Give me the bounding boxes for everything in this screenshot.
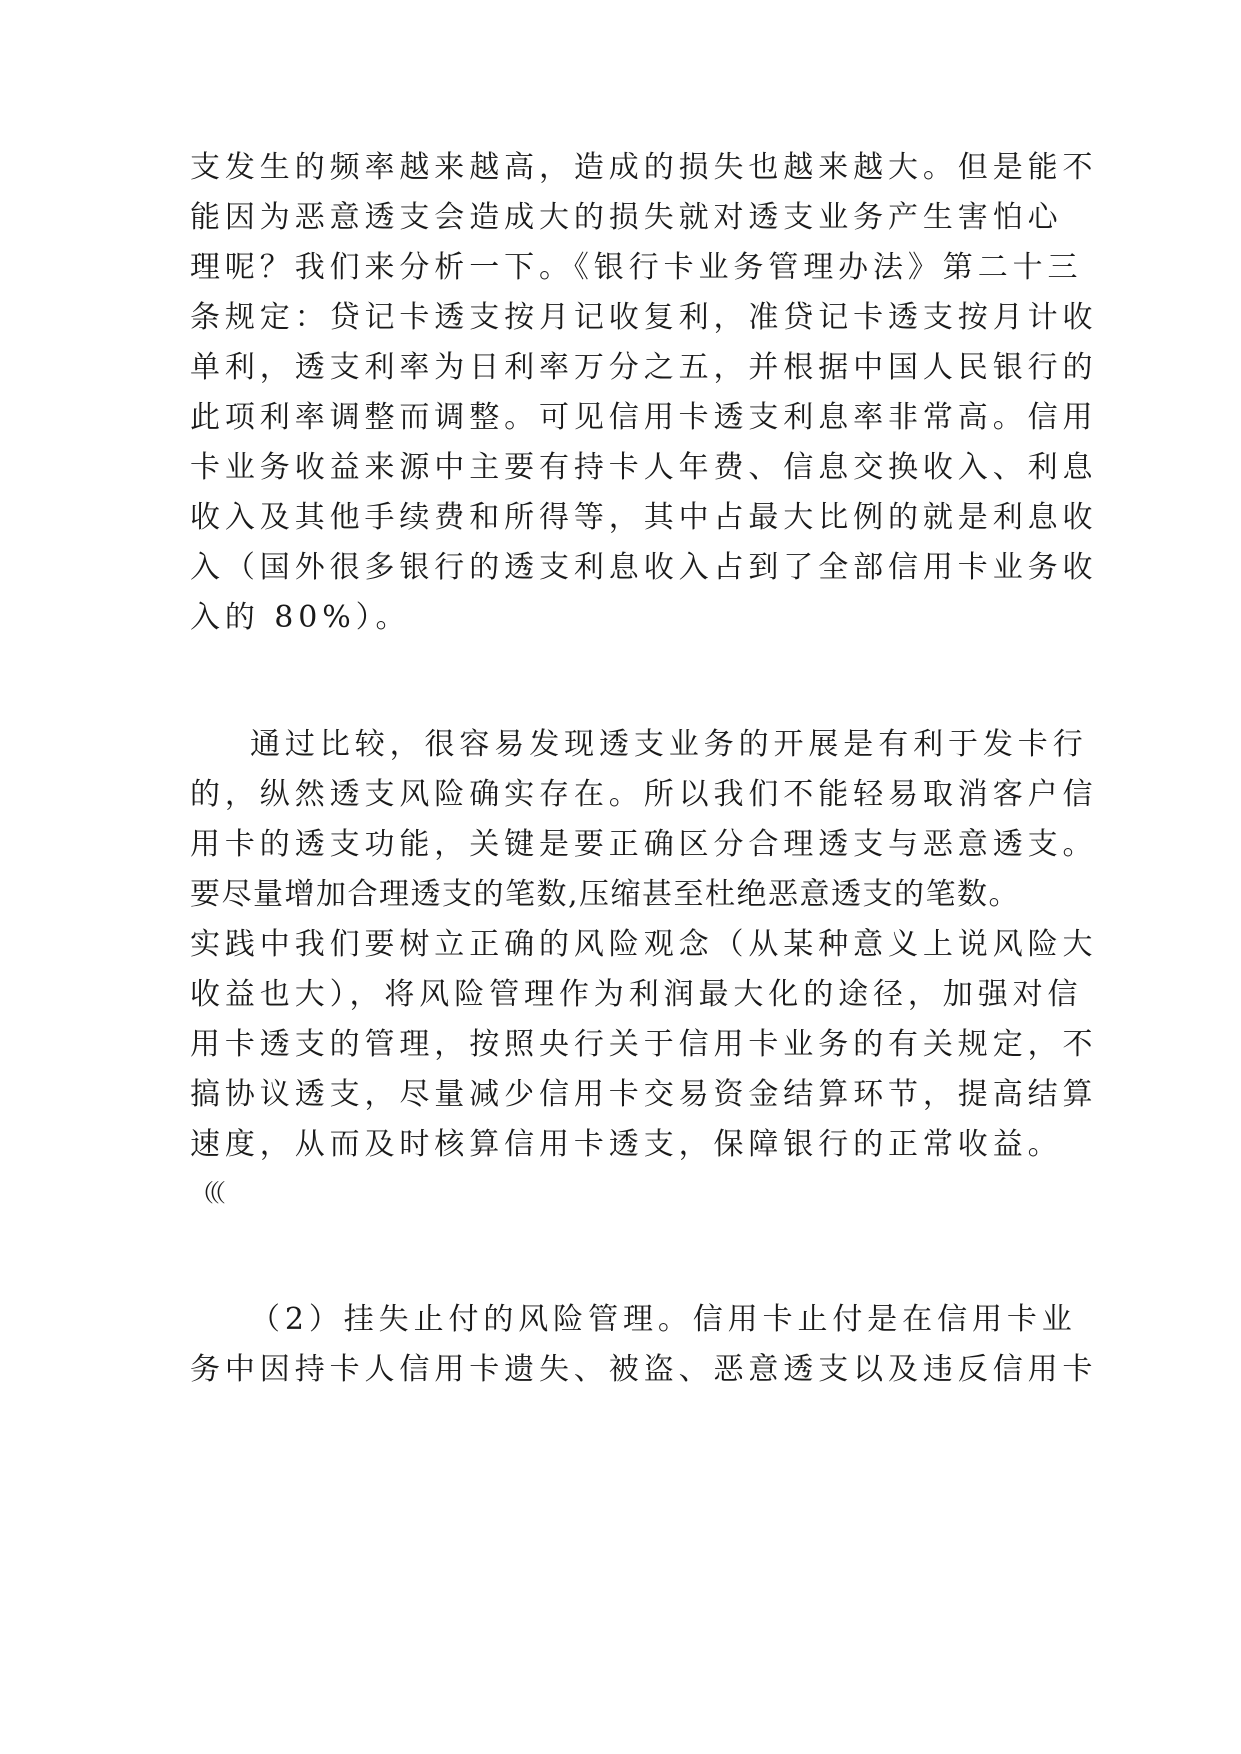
paragraph-1-line-2: 能因为恶意透支会造成大的损失就对透支业务产生害怕心	[190, 200, 1063, 235]
paragraph-2-line-4: 要尽量增加合理透支的笔数,压缩甚至杜绝恶意透支的笔数。	[190, 877, 1021, 912]
paragraph-2-line-9: 速度，从而及时核算信用卡透支，保障银行的正常收益。	[190, 1127, 1063, 1162]
paragraph-1-line-3: 理呢？我们来分析一下。《银行卡业务管理办法》第二十三	[190, 250, 1083, 285]
paragraph-1-line-9: 入（国外很多银行的透支利息收入占到了全部信用卡业务收	[190, 550, 1098, 585]
paragraph-2-line-2: 的，纵然透支风险确实存在。所以我们不能轻易取消客户信	[190, 777, 1098, 812]
paragraph-2-line-3: 用卡的透支功能，关键是要正确区分合理透支与恶意透支。	[190, 827, 1098, 862]
paragraph-1-line-10: 入的 80%）。	[190, 600, 411, 635]
paragraph-2-line-1: 通过比较，很容易发现透支业务的开展是有利于发卡行	[250, 727, 1088, 762]
paragraph-2-line-6: 收益也大），将风险管理作为利润最大化的途径，加强对信	[190, 977, 1083, 1012]
paragraph-1-line-8: 收入及其他手续费和所得等，其中占最大比例的就是利息收	[190, 500, 1098, 535]
paragraph-2-line-7: 用卡透支的管理，按照央行关于信用卡业务的有关规定，不	[190, 1027, 1098, 1062]
paragraph-3-line-2: 务中因持卡人信用卡遗失、被盗、恶意透支以及违反信用卡	[190, 1352, 1098, 1387]
paragraph-2-line-8: 搞协议透支，尽量减少信用卡交易资金结算环节，提高结算	[190, 1077, 1098, 1112]
paragraph-1-line-7: 卡业务收益来源中主要有持卡人年费、信息交换收入、利息	[190, 450, 1098, 485]
paragraph-3-line-1: （2）挂失止付的风险管理。信用卡止付是在信用卡业	[250, 1302, 1077, 1337]
paragraph-1-line-6: 此项利率调整而调整。可见信用卡透支利息率非常高。信用	[190, 400, 1098, 435]
paragraph-2-line-10: （（（	[190, 1179, 220, 1207]
paragraph-1-line-4: 条规定：贷记卡透支按月记收复利，准贷记卡透支按月计收	[190, 300, 1098, 335]
paragraph-1-line-5: 单利，透支利率为日利率万分之五，并根据中国人民银行的	[190, 350, 1098, 385]
paragraph-1-line-1: 支发生的频率越来越高，造成的损失也越来越大。但是能不	[190, 150, 1098, 185]
paragraph-2-line-5: 实践中我们要树立正确的风险观念（从某种意义上说风险大	[190, 927, 1098, 962]
